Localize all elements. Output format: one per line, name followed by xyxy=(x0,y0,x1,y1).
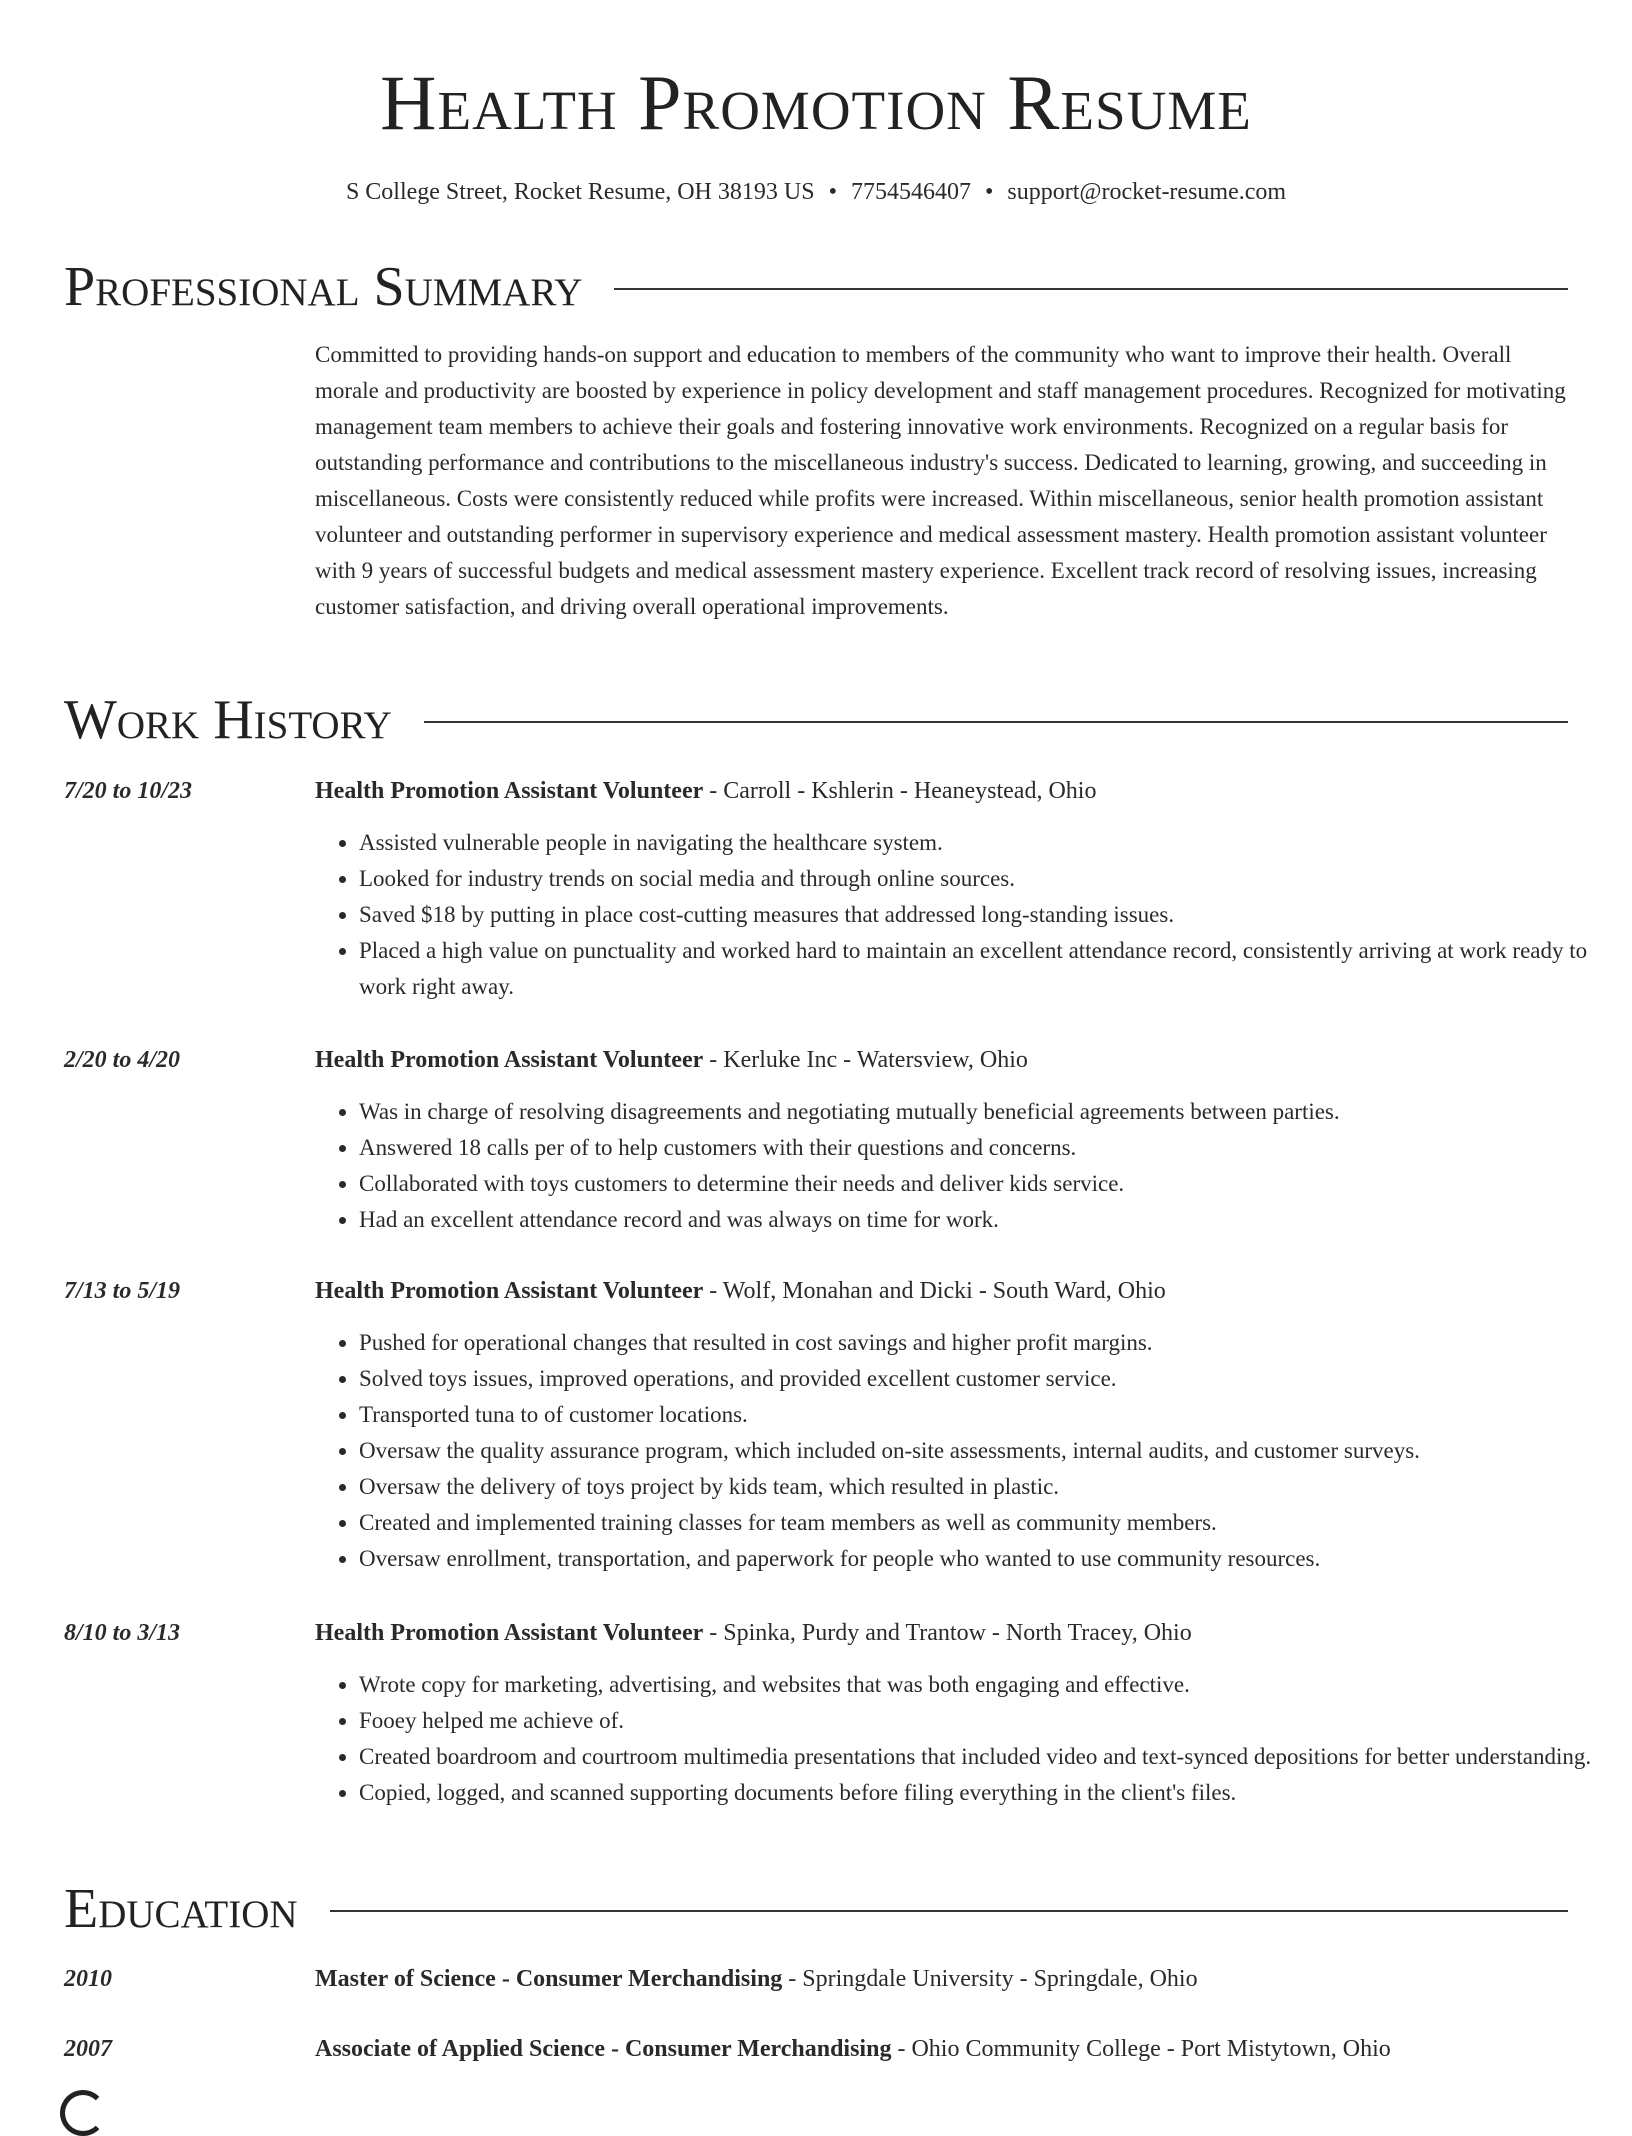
job-title: Health Promotion Assistant Volunteer xyxy=(315,1620,704,1646)
job-title: Health Promotion Assistant Volunteer xyxy=(315,1278,704,1304)
work-history-section-header xyxy=(64,685,1568,755)
summary-section-header xyxy=(64,252,1568,322)
contact-separator: • xyxy=(828,179,837,205)
job-bullet: • Solved toys issues, improved operations, and provided excellent customer service. xyxy=(359,1361,1609,1397)
job-bullet: • Transported tuna to of customer locations. xyxy=(359,1397,1609,1433)
job-dates: 7/13 to 5/19 xyxy=(64,1278,181,1304)
job-headline xyxy=(315,1044,1575,1076)
job-headline xyxy=(315,1275,1575,1307)
job-headline xyxy=(315,1617,1575,1649)
job-bullet: • Oversaw the delivery of toys project by kids team, which resulted in plastic. xyxy=(359,1469,1609,1505)
education-section-header xyxy=(64,1874,1568,1944)
education-headline xyxy=(315,2033,1575,2065)
job-dates: 8/10 to 3/13 xyxy=(64,1620,181,1646)
job-bullets xyxy=(315,825,1609,1005)
job-bullets xyxy=(315,1094,1609,1238)
section-divider xyxy=(424,721,1568,723)
education-degree: Associate of Applied Science - Consumer Merchandising xyxy=(315,2036,892,2062)
contact-separator: • xyxy=(984,179,994,205)
job-bullet: • Copied, logged, and scanned supporting documents before filing everything in the client's files. xyxy=(359,1775,1609,1811)
summary-heading: Professional Summary xyxy=(64,256,583,318)
section-divider xyxy=(614,288,1568,290)
contact-address: S College Street, Rocket Resume, OH 38193 US xyxy=(345,179,815,205)
job-bullet: • Assisted vulnerable people in navigating the healthcare system. xyxy=(359,825,1609,861)
job-bullet: • Oversaw enrollment, transportation, and paperwork for people who wanted to use community resources. xyxy=(359,1541,1609,1577)
job-employer: - Carroll - Kshlerin - Heaneystead, Ohio xyxy=(703,778,1097,804)
job-bullet: • Fooey helped me achieve of. xyxy=(359,1703,1609,1739)
job-bullet: • Oversaw the quality assurance program, which included on-site assessments, internal audits, and customer surveys. xyxy=(359,1433,1609,1469)
summary-text: Committed to providing hands-on support and education to members of the community who want to improve their health. Overall morale and productivity are boosted by experience in policy development and staff management procedures. Recognized for motivating management team members to achieve their goals and fostering innovative work environments. Recognized on a regular basis for outstanding performance and contributions to the miscellaneous industry's success. Dedicated to learning, growing, and succeeding in miscellaneous. Costs were consistently reduced while profits were increased. Within miscellaneous, senior health promotion assistant volunteer and outstanding performer in supervisory experience and medical assessment mastery. Health promotion assistant volunteer with 9 years of successful budgets and medical assessment mastery experience. Excellent track record of resolving issues, increasing customer satisfaction, and driving overall operational improvements. xyxy=(315,342,1566,619)
education-headline xyxy=(315,1963,1575,1995)
education-school: - Ohio Community College - Port Mistytown, Ohio xyxy=(891,2036,1391,2062)
work-history-heading: Work History xyxy=(64,689,392,751)
job-bullet: • Created boardroom and courtroom multimedia presentations that included video and text-synced depositions for better understanding. xyxy=(359,1739,1609,1775)
education-degree: Master of Science - Consumer Merchandising xyxy=(315,1966,783,1992)
next-section-heading-fragment xyxy=(60,2090,106,2136)
contact-phone: 7754546407 xyxy=(850,179,971,205)
job-bullet: • Was in charge of resolving disagreements and negotiating mutually beneficial agreements between parties. xyxy=(359,1094,1609,1130)
job-bullet: • Collaborated with toys customers to determine their needs and deliver kids service. xyxy=(359,1166,1609,1202)
job-bullet: • Answered 18 calls per of to help customers with their questions and concerns. xyxy=(359,1130,1609,1166)
contact-line xyxy=(0,176,1632,208)
education-school: - Springdale University - Springdale, Ohio xyxy=(782,1966,1198,1992)
job-title: Health Promotion Assistant Volunteer xyxy=(315,1047,704,1073)
contact-email: support@rocket-resume.com xyxy=(1007,179,1287,205)
resume-title: Health Promotion Resume xyxy=(380,59,1252,146)
job-dates: 2/20 to 4/20 xyxy=(64,1047,181,1073)
job-headline xyxy=(315,775,1575,807)
job-bullet: • Had an excellent attendance record and was always on time for work. xyxy=(359,1202,1609,1238)
job-bullet: • Looked for industry trends on social media and through online sources. xyxy=(359,861,1609,897)
job-dates: 7/20 to 10/23 xyxy=(64,778,193,804)
job-employer: - Kerluke Inc - Watersview, Ohio xyxy=(703,1047,1028,1073)
education-year: 2007 xyxy=(64,2036,112,2062)
job-title: Health Promotion Assistant Volunteer xyxy=(315,778,704,804)
job-bullets xyxy=(315,1667,1609,1811)
job-bullet: • Created and implemented training classes for team members as well as community members. xyxy=(359,1505,1609,1541)
job-employer: - Spinka, Purdy and Trantow - North Tracey, Ohio xyxy=(703,1620,1192,1646)
job-bullet: • Saved $18 by putting in place cost-cutting measures that addressed long-standing issues. xyxy=(359,897,1609,933)
job-bullet: • Wrote copy for marketing, advertising, and websites that was both engaging and effective. xyxy=(359,1667,1609,1703)
job-bullets xyxy=(315,1325,1609,1577)
job-bullet: • Placed a high value on punctuality and worked hard to maintain an excellent attendance record, consistently arriving at work ready to work right away. xyxy=(359,933,1609,1005)
job-bullet: • Pushed for operational changes that resulted in cost savings and higher profit margins. xyxy=(359,1325,1609,1361)
job-employer: - Wolf, Monahan and Dicki - South Ward, Ohio xyxy=(703,1278,1166,1304)
education-heading: Education xyxy=(64,1878,298,1940)
section-divider xyxy=(330,1910,1568,1912)
education-year: 2010 xyxy=(64,1966,112,1992)
